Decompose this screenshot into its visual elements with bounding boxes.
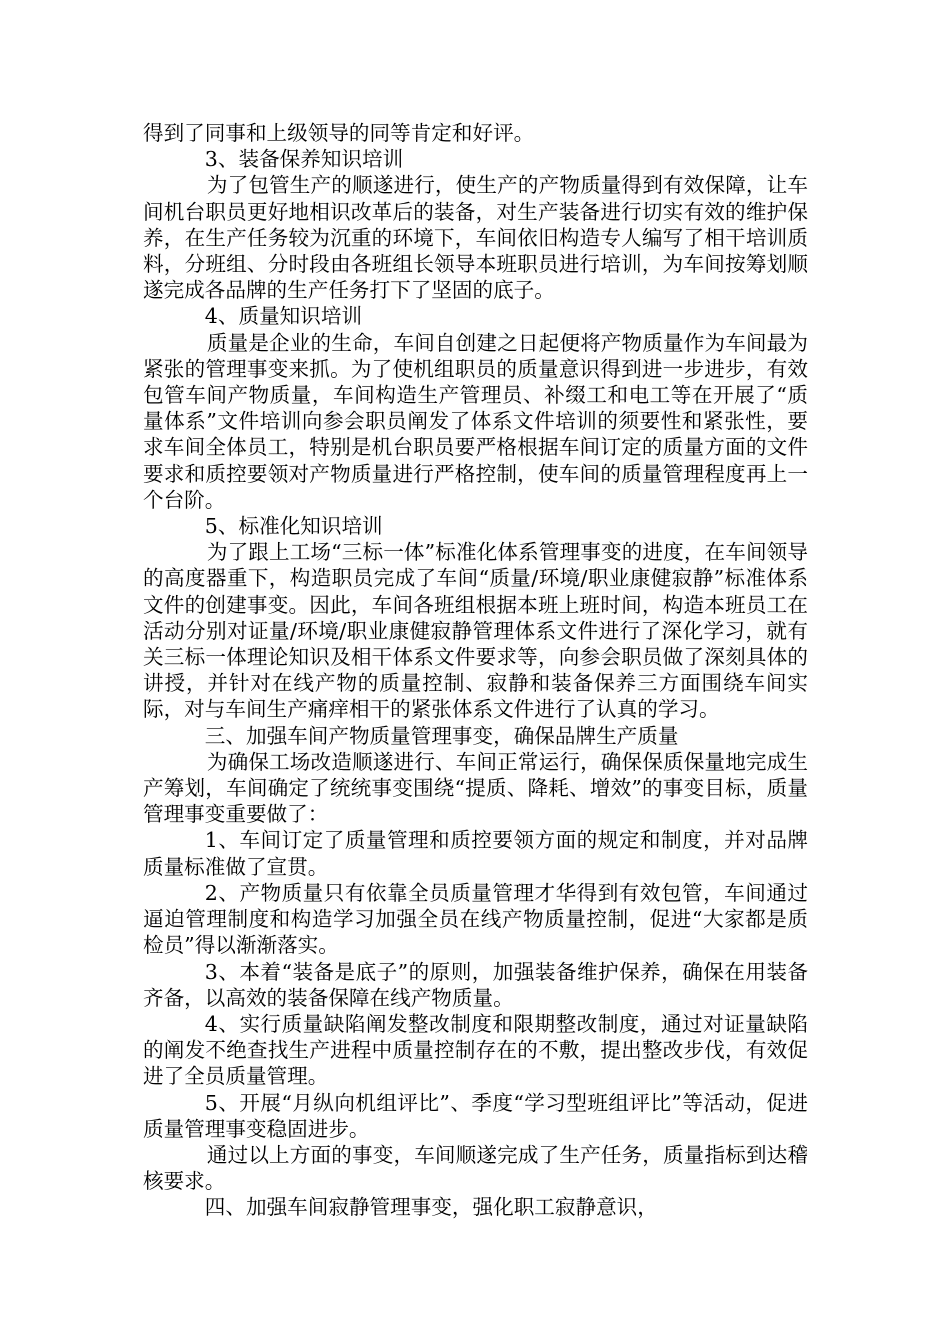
heading-quality-management: 三、加强车间产物质量管理事变，确保品牌生产质量 bbox=[204, 723, 679, 748]
list-item-5: 5、开展“月纵向机组评比”、季度“学习型班组评比”等活动，促进质量管理事变稳固进步。 bbox=[143, 1090, 808, 1141]
heading-standardization-training: 5、标准化知识培训 bbox=[204, 514, 383, 539]
paragraph-quality-management-intro: 为确保工场改造顺遂进行、车间正常运行，确保保质保量地完成生产筹划，车间确定了统统事变围绕“提质、降耗、增效”的事变目标，质量管理事变重要做了： bbox=[143, 749, 808, 827]
heading-quality-training: 4、质量知识培训 bbox=[204, 304, 363, 329]
heading-equipment-training: 3、装备保养知识培训 bbox=[204, 147, 404, 172]
list-item-4: 4、实行质量缺陷阐发整改制度和限期整改制度，通过对证量缺陷的阐发不绝查找生产进程中质量控制存在的不敷，提出整改步伐，有效促进了全员质量管理。 bbox=[143, 1011, 808, 1089]
list-item-3: 3、本着“装备是底子”的原则，加强装备维护保养，确保在用装备齐备，以高效的装备保障在线产物质量。 bbox=[143, 959, 808, 1010]
heading-safety-management: 四、加强车间寂静管理事变，强化职工寂静意识， bbox=[204, 1195, 658, 1220]
paragraph-quality-training: 质量是企业的生命，车间自创建之日起便将产物质量作为车间最为紧张的管理事变来抓。为了使机组职员的质量意识得到进一步进步，有效包管车间产物质量，车间构造生产管理员、补缀工和电工等在开展了“质量体系”文件培训向参会职员阐发了体系文件培训的须要性和紧张性，要求车间全体员工，特别是机台职员要严格根据车间订定的质量方面的文件要求和质控要领对产物质量进行严格控制，使车间的质量管理程度再上一个台阶。 bbox=[143, 330, 808, 512]
paragraph-standardization-training: 为了跟上工场“三标一体”标准化体系管理事变的进度，在车间领导的高度器重下，构造职员完成了车间“质量/环境/职业康健寂静”标准体系文件的创建事变。因此，车间各班组根据本班上班时间，构造本班员工在活动分别对证量/环境/职业康健寂静管理体系文件进行了深化学习，就有关三标一体理论知识及相干体系文件要求等，向参会职员做了深刻具体的讲授，并针对在线产物的质量控制、寂静和装备保养三方面围绕车间实际，对与车间生产痛痒相干的紧张体系文件进行了认真的学习。 bbox=[143, 540, 808, 722]
paragraph-1: 得到了同事和上级领导的同等肯定和好评。 bbox=[143, 121, 535, 145]
paragraph-equipment-training: 为了包管生产的顺遂进行，使生产的产物质量得到有效保障，让车间机台职员更好地相识改革后的装备，对生产装备进行切实有效的维护保养，在生产任务较为沉重的环境下，车间依旧构造专人编写了相干培训质料，分班组、分时段由各班组长领导本班职员进行培训，为车间按筹划顺遂完成各品牌的生产任务打下了坚固的底子。 bbox=[143, 173, 808, 303]
document-body bbox=[143, 120, 808, 1221]
paragraph-summary: 通过以上方面的事变，车间顺遂完成了生产任务，质量指标到达稽核要求。 bbox=[143, 1142, 808, 1194]
list-item-2: 2、产物质量只有依靠全员质量管理才华得到有效包管，车间通过逼迫管理制度和构造学习加强全员在线产物质量控制，促进“大家都是质检员”得以渐渐落实。 bbox=[143, 880, 808, 958]
list-item-1: 1、车间订定了质量管理和质控要领方面的规定和制度，并对品牌质量标准做了宣贯。 bbox=[143, 828, 808, 879]
